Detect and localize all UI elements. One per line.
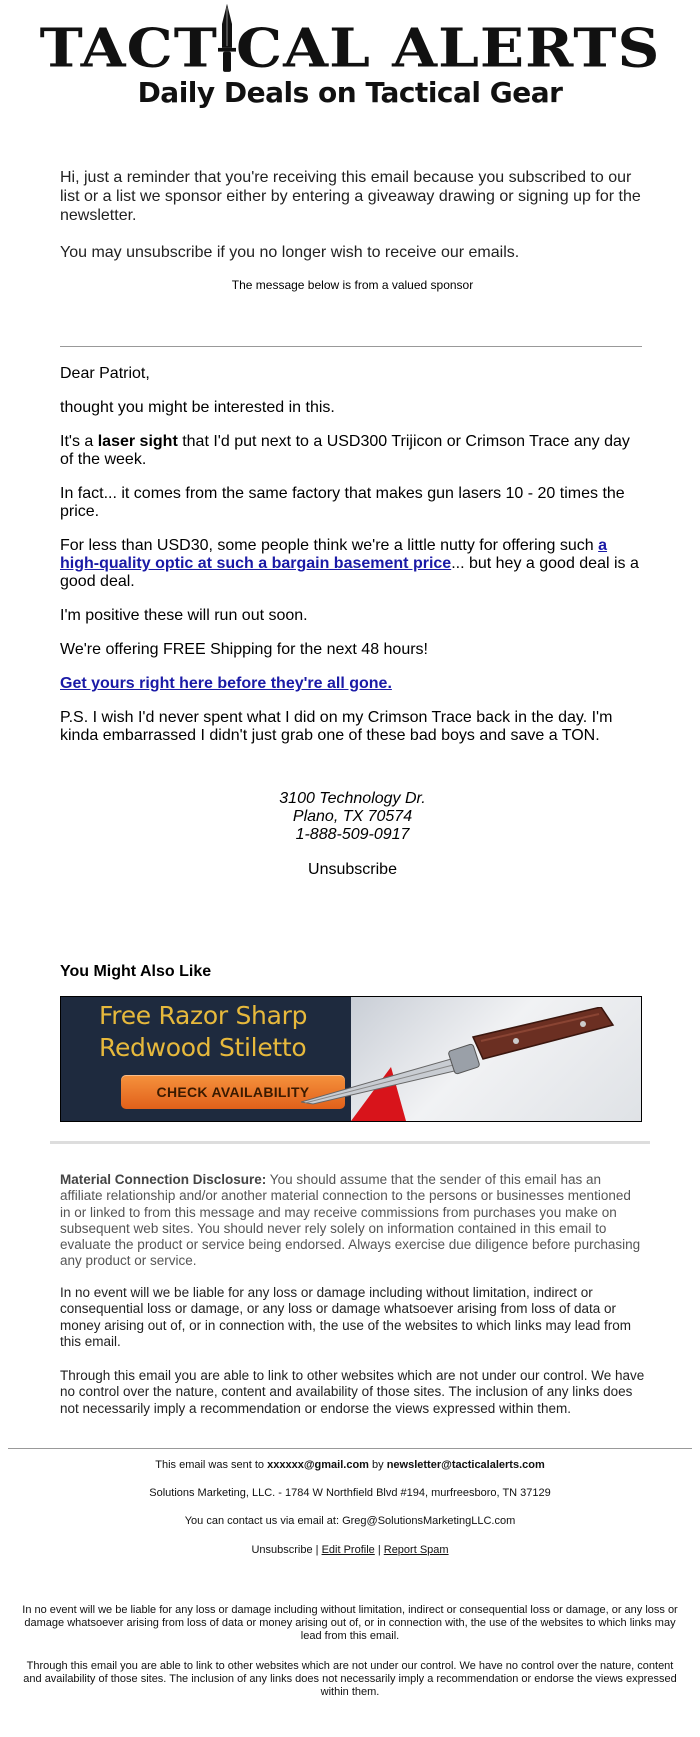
sender-email: newsletter@tacticalalerts.com xyxy=(386,1459,545,1471)
sponsor-address xyxy=(60,790,645,844)
divider xyxy=(60,346,642,347)
divider xyxy=(50,1141,650,1144)
sponsor-unsubscribe-link[interactable]: Unsubscribe xyxy=(308,861,397,878)
tactical-alerts-logo[interactable] xyxy=(0,14,700,110)
cta-paragraph xyxy=(60,675,645,693)
knife-icon xyxy=(218,17,236,70)
liability-paragraph: In no event will we be liable for any loss or damage including without limitation, indirect or consequential loss or damage, or any loss or damage whatsoever arising from loss of data or money arising out of, or in connection with, the use of the websites to which links may lead from this email. xyxy=(60,1285,632,1349)
intro-section xyxy=(60,168,645,280)
letter-paragraph-2: It's a laser sight that I'd put next to a USD300 Trijicon or Crimson Trace any day of the week. xyxy=(60,433,630,468)
footer-links: Unsubscribe | Edit Profile | Report Spam xyxy=(251,1544,449,1556)
address-phone: 1-888-509-0917 xyxy=(295,826,410,843)
sponsor-note: The message below is from a valued sponsor xyxy=(231,278,474,292)
logo-wordmark xyxy=(40,17,661,78)
address-street: 3100 Technology Dr. xyxy=(279,790,426,807)
disclosure-label: Material Connection Disclosure: xyxy=(60,1172,267,1187)
sent-to-line: This email was sent to xxxxxx@gmail.com by newsletter@tacticalalerts.com xyxy=(155,1459,545,1471)
report-spam-link[interactable]: Report Spam xyxy=(383,1544,449,1556)
stiletto-banner[interactable] xyxy=(60,996,642,1122)
banner-headline-1: Free Razor Sharp xyxy=(99,1001,308,1030)
logo-text-right: CAL ALERTS xyxy=(235,16,661,80)
divider xyxy=(8,1448,692,1449)
greeting: Dear Patriot, xyxy=(60,365,150,382)
address-city: Plano, TX 70574 xyxy=(292,808,413,825)
material-connection-disclosure xyxy=(60,1172,645,1270)
get-yours-link[interactable]: Get yours right here before they're all gone. xyxy=(60,675,392,692)
stiletto-knife-icon xyxy=(301,1007,621,1117)
recipient-email: xxxxxx@gmail.com xyxy=(267,1459,369,1471)
sponsor-letter xyxy=(60,365,645,761)
disclosure-text: You should assume that the sender of this email has an affiliate relationship and/or another material connection to the persons or businesses mentioned in or linked to from this message and may receive commissions from purchases you make on subsequent web sites. You should never rely solely on information contained in this email to evaluate the product or service being endorsed. Always exercise due diligence before purchasing any product or service. xyxy=(60,1172,641,1269)
contact-line: You can contact us via email at: Greg@SolutionsMarketingLLC.com xyxy=(184,1515,516,1527)
banner-headline-2: Redwood Stiletto xyxy=(99,1033,307,1062)
footer-unsubscribe-link[interactable]: Unsubscribe xyxy=(251,1544,313,1556)
laser-sight-text: laser sight xyxy=(97,433,178,450)
footer-external-links: Through this email you are able to link to other websites which are not under our control. We have no control over the nature, content and availability of those sites. The inclusion of any links does not necessarily imply a recommendation or endorse the views expressed within them. xyxy=(23,1660,677,1698)
edit-profile-link[interactable]: Edit Profile xyxy=(321,1544,375,1556)
logo-text-left: TACT xyxy=(39,16,218,80)
unsubscribe-note: You may unsubscribe if you no longer wish to receive our emails. xyxy=(60,244,520,261)
optic-offer-link[interactable]: a high-quality optic at such a bargain basement price xyxy=(60,537,608,572)
letter-paragraph-1: thought you might be interested in this. xyxy=(60,399,335,416)
postscript: P.S. I wish I'd never spent what I did on my Crimson Trace back in the day. I'm kinda embarrassed I didn't just grab one of these bad boys and save a TON. xyxy=(60,709,613,744)
external-links-paragraph: Through this email you are able to link to other websites which are not under our control. We have no control over the nature, content and availability of those sites. The inclusion of any links does not necessarily imply a recommendation or endorse the views expressed within them. xyxy=(60,1368,645,1416)
letter-paragraph-6: We're offering FREE Shipping for the next 48 hours! xyxy=(60,641,428,658)
check-availability-button[interactable]: CHECK AVAILABILITY xyxy=(121,1075,345,1109)
letter-paragraph-4: For less than USD30, some people think we're a little nutty for offering such a high-quality optic at such a bargain basement price... but hey a good deal is a good deal. xyxy=(60,537,639,590)
company-address: Solutions Marketing, LLC. - 1784 W Northfield Blvd #194, murfreesboro, TN 37129 xyxy=(149,1487,551,1499)
logo-tagline: Daily Deals on Tactical Gear xyxy=(137,76,563,109)
letter-paragraph-5: I'm positive these will run out soon. xyxy=(60,607,308,624)
letter-paragraph-3: In fact... it comes from the same factory that makes gun lasers 10 - 20 times the price. xyxy=(60,485,625,520)
you-might-also-like-heading: You Might Also Like xyxy=(60,963,212,980)
subscription-reminder: Hi, just a reminder that you're receiving this email because you subscribed to our list or a list we sponsor either by entering a giveaway drawing or signing up for the newsletter. xyxy=(60,169,641,224)
footer-liability: In no event will we be liable for any loss or damage including without limitation, indirect or consequential loss or damage, or any loss or damage whatsoever arising from loss of data or money arising out of, or in connection with, the use of the websites to which links may lead from this email. xyxy=(22,1604,678,1642)
